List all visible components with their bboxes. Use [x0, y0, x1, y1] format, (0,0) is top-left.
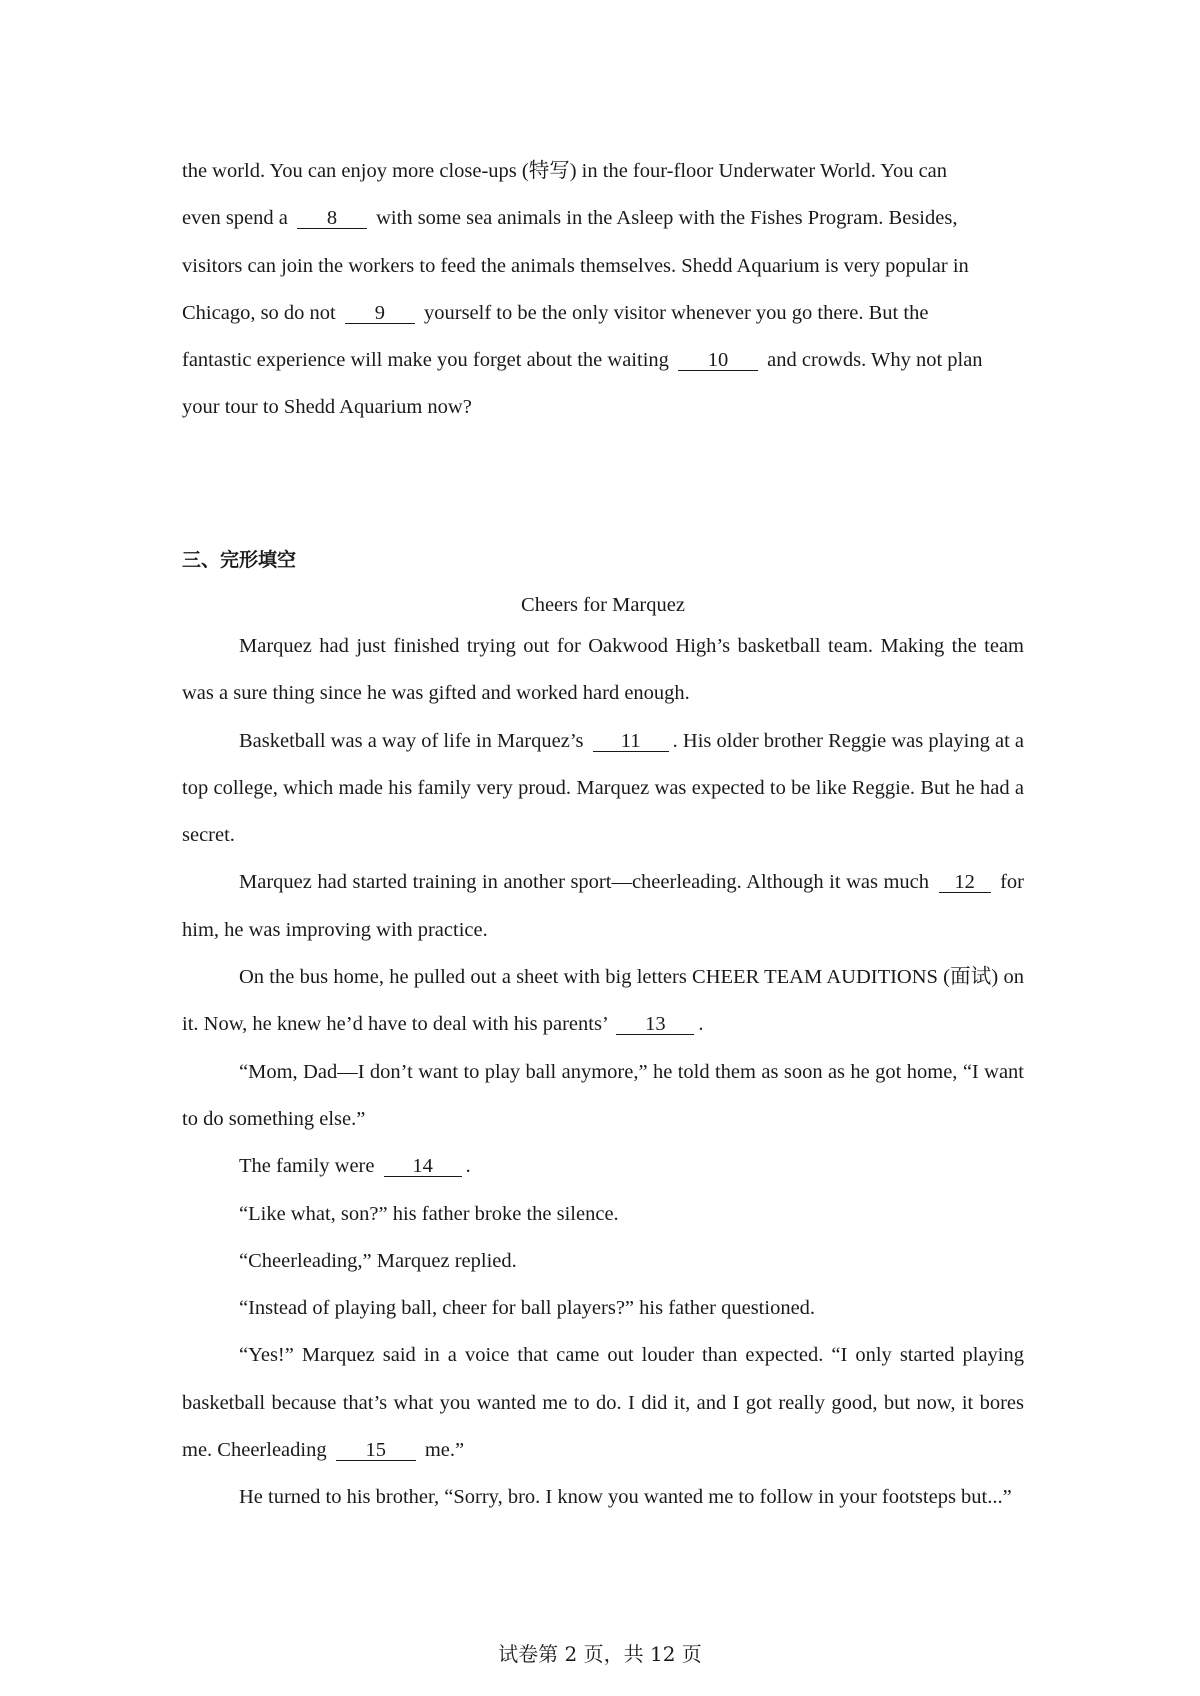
story-paragraph [182, 718, 1024, 860]
paragraph-text: On the bus home, he pulled out a sheet with big letters CHEER TEAM AUDITIONS (面试) on it. Now, he knew he’d have to deal with his parents’ [182, 966, 1024, 1036]
blank-15: 15 [336, 1440, 416, 1461]
blank-10: 10 [678, 350, 758, 371]
paragraph-text: Basketball was a way of life in Marquez’s [239, 729, 584, 752]
blank-14: 14 [384, 1156, 462, 1177]
story-paragraph: “Mom, Dad—I don’t want to play ball anymore,” he told them as soon as he got home, “I want to do something else.” [182, 1060, 1024, 1130]
blank-8: 8 [297, 208, 367, 229]
passage-text: with some sea animals in the Asleep with the Fishes Program. Besides, [376, 207, 958, 230]
passage-text: yourself to be the only visitor whenever you go there. But the [424, 301, 929, 324]
story-paragraph [182, 1143, 1024, 1190]
story-paragraph: Marquez had just finished trying out for Oakwood High’s basketball team. Making the team was a sure thing since he was gifted and worked hard enough. [182, 635, 1024, 705]
cloze-passage [182, 623, 1024, 1522]
page-footer: 试卷第 2 页，共 12 页 [498, 1642, 702, 1666]
blank-12: 12 [939, 872, 991, 893]
blank-9: 9 [345, 303, 415, 324]
paragraph-text: . [698, 1013, 704, 1036]
paragraph-text: The family were [239, 1155, 375, 1178]
story-paragraph: “Like what, son?” his father broke the silence. [239, 1202, 619, 1225]
previous-passage [182, 148, 1024, 432]
story-paragraph: He turned to his brother, “Sorry, bro. I know you wanted me to follow in your footsteps but...” [239, 1486, 1012, 1509]
blank-13: 13 [616, 1014, 694, 1035]
story-paragraph [182, 954, 1024, 1049]
blank-11: 11 [593, 731, 669, 752]
passage-text: fantastic experience will make you forget about the waiting [182, 349, 669, 372]
passage-line [182, 148, 1024, 195]
paragraph-text: me.” [424, 1439, 465, 1462]
paragraph-text: Marquez had started training in another sport—cheerleading. Although it was much [239, 871, 930, 894]
story-paragraph: “Instead of playing ball, cheer for ball players?” his father questioned. [239, 1297, 816, 1320]
passage-line [182, 384, 1024, 431]
passage-text: even spend a [182, 207, 288, 230]
passage-line [182, 195, 1024, 242]
passage-text: visitors can join the workers to feed the animals themselves. Shedd Aquarium is very popular in [182, 254, 969, 277]
passage-text: your tour to Shedd Aquarium now? [182, 396, 472, 419]
story-paragraph: “Cheerleading,” Marquez replied. [239, 1249, 517, 1272]
story-title: Cheers for Marquez [521, 594, 685, 616]
paragraph-text: . His older brother Reggie was playing at a top college, which made his family very proud. Marquez was expected to be like Reggie. But he had a secret. [182, 729, 1024, 847]
section-heading: 三、完形填空 [182, 549, 297, 571]
passage-line [182, 337, 1024, 384]
paragraph-text: “Yes!” Marquez said in a voice that came out louder than expected. “I only started playing basketball because that’s what you wanted me to do. I did it, and I got really good, but now, it bores me. Cheerleading [182, 1344, 1024, 1462]
passage-text: and crowds. Why not plan [767, 349, 983, 372]
passage-text: Chicago, so do not [182, 301, 336, 324]
story-paragraph [182, 859, 1024, 954]
story-paragraph [182, 1332, 1024, 1474]
passage-text: the world. You can enjoy more close-ups (特写) in the four-floor Underwater World. You can [182, 160, 948, 182]
paragraph-text: . [465, 1155, 471, 1178]
exam-page [182, 148, 1024, 1509]
paragraph-text: for him, he was improving with practice. [182, 871, 1024, 941]
passage-line [182, 243, 1024, 290]
passage-line [182, 290, 1024, 337]
